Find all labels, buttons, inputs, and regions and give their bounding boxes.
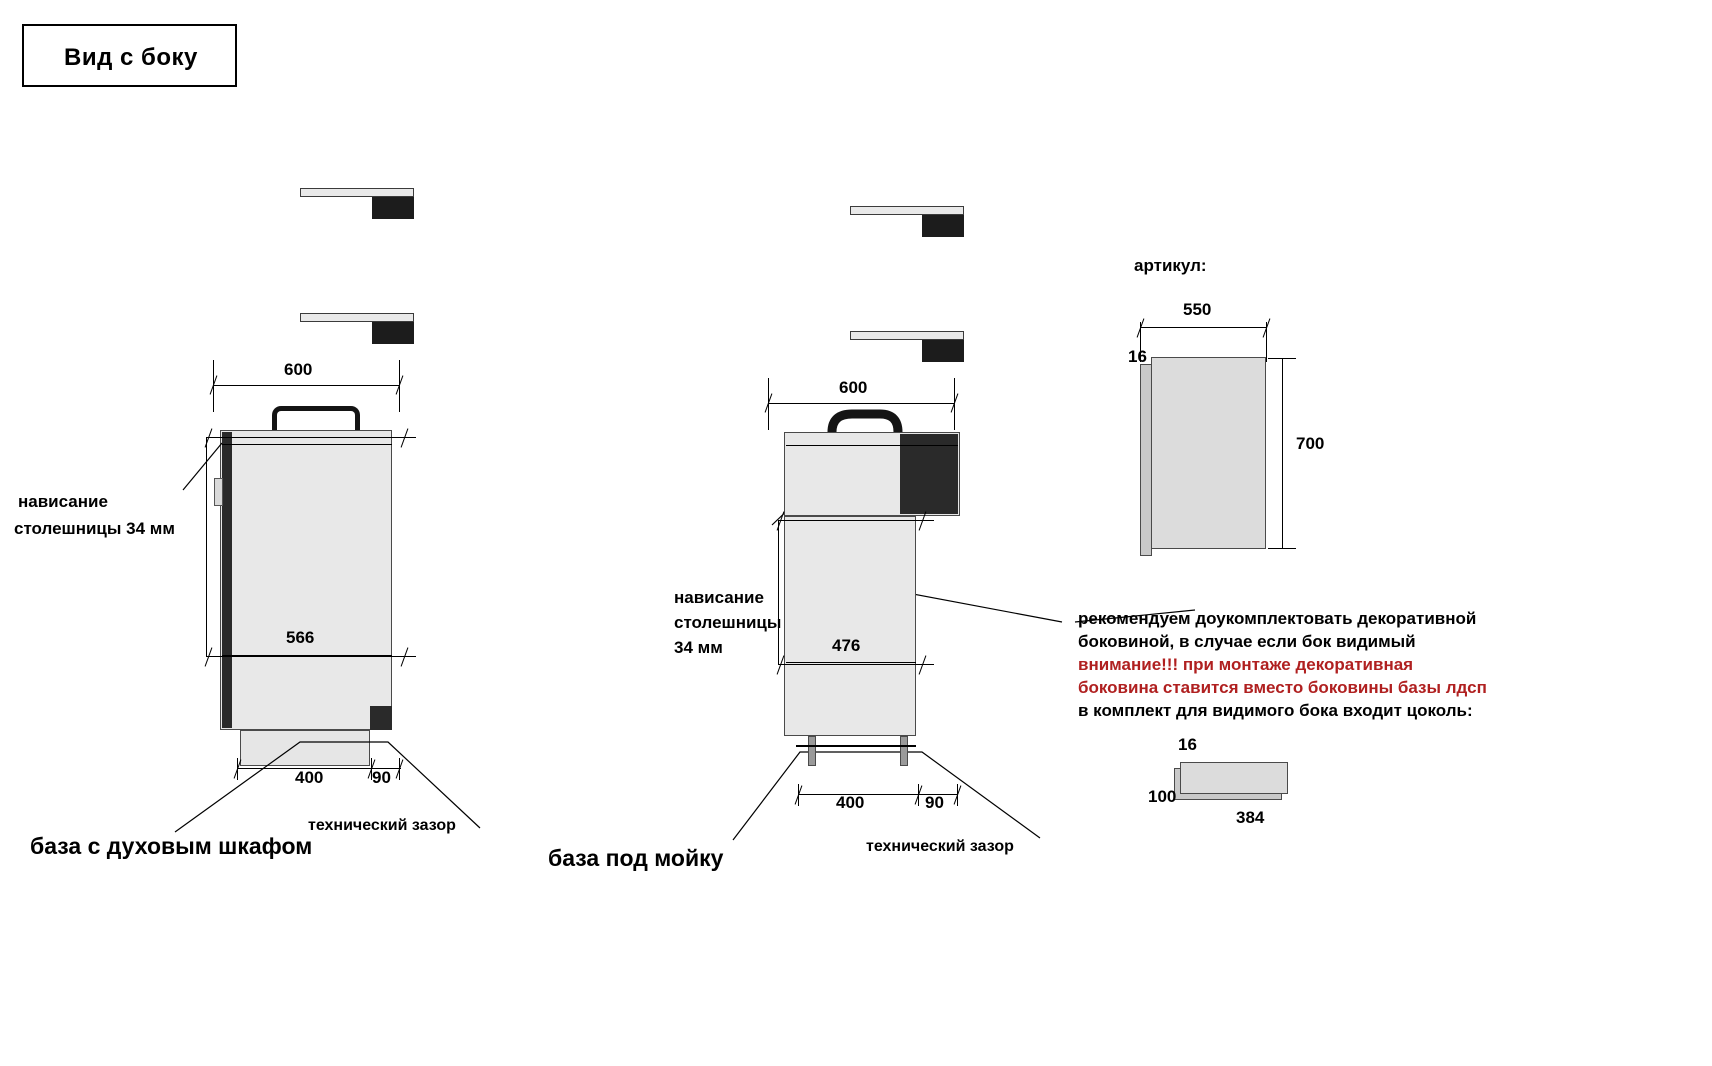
sink-bowl-dark [900,434,958,514]
countertop-lip-lower-left [372,322,414,344]
panel-face [1151,357,1266,549]
oven-height-ext [206,437,207,657]
oven-height-tick-bottom-right [401,647,409,666]
plinth-thickness-value: 16 [1178,735,1197,754]
countertop-lip-upper-left [372,197,414,219]
panel-height-bottom-line [1268,548,1296,549]
view-title-box [22,24,237,87]
sink-height-bottom-line [778,664,934,665]
oven-depth-value: 400 [295,768,324,787]
sink-overhang-note-line2: столешницы [674,613,782,632]
sink-overhang-note-line3: 34 мм [674,638,723,657]
countertop-profile-lower-left [300,313,414,322]
sink-counter-top-line [786,445,958,446]
oven-base-plinth [240,730,370,766]
view-title-label: Вид с боку [64,44,198,71]
oven-base-front-edge [222,432,232,728]
oven-tech-gap-label: технический зазор [308,817,456,834]
sink-height-value: 476 [832,636,861,655]
panel-warning-line1: внимание!!! при монтаже декоративная [1078,655,1414,674]
oven-base-top-line [222,444,392,445]
sink-width-value: 600 [839,378,868,397]
oven-height-value: 566 [286,628,315,647]
panel-note-line3: в комплект для видимого бока входит цоколь: [1078,701,1473,720]
sink-base-caption: база под мойку [548,845,724,871]
plinth-height-value: 100 [1148,787,1177,806]
panel-height-value: 700 [1296,434,1325,453]
countertop-lip-upper-mid [922,215,964,237]
sink-height-top-line [778,520,934,521]
countertop-profile-lower-mid [850,331,964,340]
countertop-lip-lower-mid [922,340,964,362]
oven-height-top-line [206,437,416,438]
oven-base-body [220,430,392,730]
sink-base-leg-right [900,736,908,766]
sink-base-floor-rail [796,745,916,747]
oven-gap-value: 90 [372,768,391,787]
panel-thickness-value: 16 [1128,347,1147,366]
panel-note-line2: боковиной, в случае если бок видимый [1078,632,1416,651]
panel-note-line1: рекомендуем доукомплектовать декоративной [1078,609,1477,628]
oven-overhang-note-line2: столешницы 34 мм [14,519,175,538]
oven-base-rear-block [370,706,392,730]
countertop-profile-upper-left [300,188,414,197]
sink-gap-value: 90 [925,793,944,812]
oven-height-bottom-line [206,656,416,657]
sink-depth-value: 400 [836,793,865,812]
plinth-piece-top [1180,762,1288,794]
panel-width-value: 550 [1183,300,1212,319]
sink-overhang-note-line1: нависание [674,588,764,607]
sink-height-ext [778,520,779,665]
oven-height-tick-top-right [401,428,409,447]
panel-article-label: артикул: [1134,256,1207,275]
sink-width-dim-line [768,403,954,404]
sink-height-tick-bottom-right [919,655,927,674]
oven-width-value: 600 [284,360,313,379]
panel-width-dim-line [1140,327,1266,328]
sink-tech-gap-label: технический зазор [866,838,1014,855]
panel-height-ext [1282,358,1283,548]
oven-overhang-note-line1: нависание [18,492,108,511]
sink-base-leg-left [808,736,816,766]
plinth-length-value: 384 [1236,808,1265,827]
sink-base-division-line [786,662,916,663]
oven-base-caption: база с духовым шкафом [30,833,313,859]
countertop-profile-upper-mid [850,206,964,215]
panel-height-top-line [1268,358,1296,359]
panel-warning-line2: боковина ставится вместо боковины базы лдсп [1078,678,1487,697]
oven-width-dim-line [213,385,399,386]
oven-base-hinge [214,478,223,506]
sink-base-body [784,516,916,736]
oven-handle-icon [272,406,360,430]
